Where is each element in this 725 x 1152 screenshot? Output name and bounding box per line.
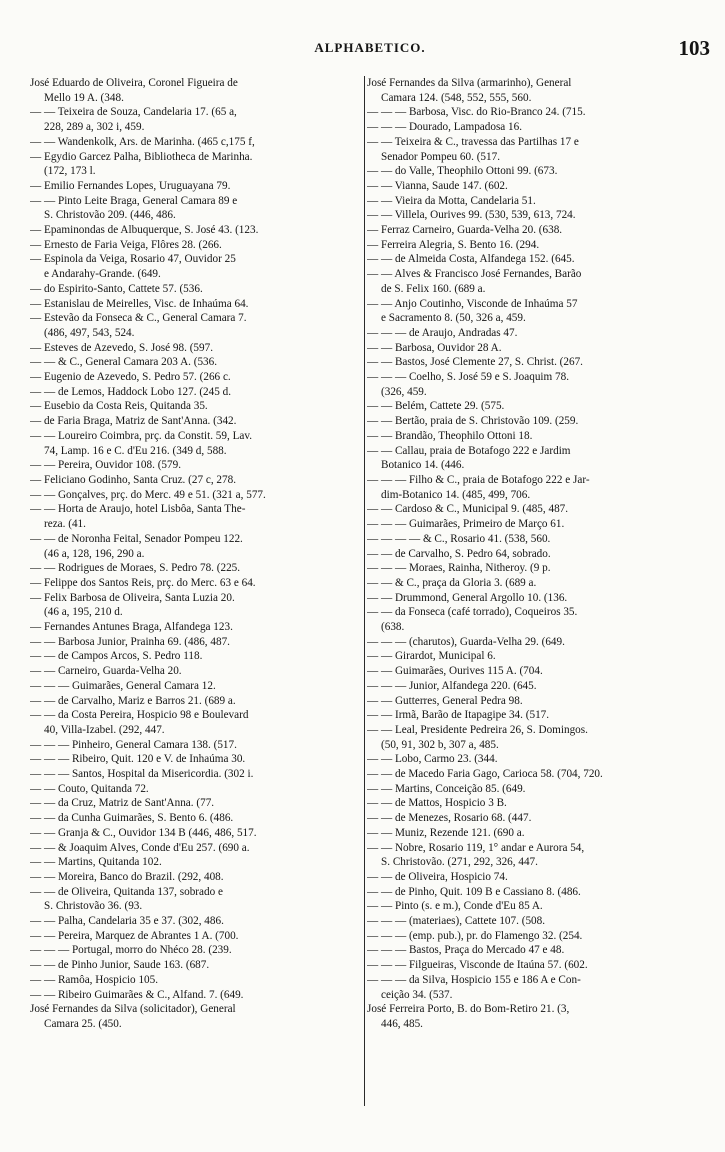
entry-continuation-line: (50, 91, 302 b, 307 a, 485. [381,738,499,751]
directory-entry [30,502,363,531]
entry-line: — — da Fonseca (café torrado), Coqueiros 35. [367,606,578,619]
entry-line: — Fernandes Antunes Braga, Alfandega 123. [30,621,233,634]
entry-line: — — Moreira, Banco do Brazil. (292, 408. [30,870,224,883]
directory-entry [30,105,363,134]
entry-line: — — Leal, Presidente Pedreira 26, S. Domingos. [367,723,588,736]
entry-line: — — de Menezes, Rosario 68. (447. [367,812,532,825]
directory-entry [30,679,363,694]
directory-entry [367,561,713,576]
entry-continuation-line: dim-Botanico 14. (485, 499, 706. [381,488,531,501]
entry-line: — — Girardot, Municipal 6. [367,650,496,663]
directory-entry [30,135,363,150]
entry-line: — — da Cunha Guimarães, S. Bento 6. (486. [30,812,234,825]
entry-line: — — de Oliveira, Hospicio 74. [367,870,508,883]
entry-continuation-line: reza. (41. [44,518,86,531]
entry-line: — Espinola da Veiga, Rosario 47, Ouvidor 25 [30,253,236,266]
directory-entry [367,885,713,900]
directory-entry [30,179,363,194]
directory-entry [30,194,363,223]
entry-line: — — Vieira da Motta, Candelaria 51. [367,194,536,207]
entry-continuation-line: de S. Felix 160. (689 a. [381,282,486,295]
directory-entry [30,752,363,767]
directory-entry [367,194,713,209]
entry-line: — — Bastos, José Clemente 27, S. Christ. (267. [367,356,583,369]
entry-line: — — Pereira, Marquez de Abrantes 1 A. (700. [30,929,239,942]
directory-entry [367,929,713,944]
entry-line: — — Pereira, Ouvidor 108. (579. [30,459,182,472]
directory-entry [367,223,713,238]
entry-line: — — Irmã, Barão de Itapagipe 34. (517. [367,709,550,722]
entry-continuation-line: Camara 25. (450. [44,1018,122,1030]
directory-entry [30,649,363,664]
column-divider [364,76,365,1106]
directory-entry [367,267,713,296]
entry-line: — — — Moraes, Rainha, Nitheroy. (9 p. [367,562,551,575]
entry-continuation-line: S. Christovão 209. (446, 486. [44,209,176,222]
entry-line: — — — Guimarães, General Camara 12. [30,679,216,692]
directory-entry [30,738,363,753]
entry-line: — — da Cruz, Matriz de Sant'Anna. (77. [30,797,215,810]
entry-line: — — Muniz, Rezende 121. (690 a. [367,826,525,839]
directory-entry [30,414,363,429]
directory-entry [367,664,713,679]
entry-line: — — Brandão, Theophilo Ottoni 18. [367,429,533,442]
directory-entry [30,988,363,1003]
entry-line: — — de Campos Arcos, S. Pedro 118. [30,650,203,663]
entry-line: — — — Bastos, Praça do Mercado 47 e 48. [367,944,565,957]
directory-entry [30,664,363,679]
directory-entry [30,591,363,620]
entry-line: — Estanislau de Meirelles, Visc. de Inhaúma 64. [30,297,249,310]
entry-line: — — de Carvalho, S. Pedro 64, sobrado. [367,547,551,560]
entry-line: — — & C., General Camara 203 A. (536. [30,356,218,369]
entry-line: — — Martins, Conceição 85. (649. [367,782,526,795]
entry-line: — — Martins, Quitanda 102. [30,856,162,869]
entry-line: — — — Portugal, morro do Nhéco 28. (239. [30,944,232,957]
directory-entry [367,164,713,179]
entry-line: — Egydio Garcez Palha, Bibliotheca de Marinha. [30,150,253,163]
entry-line: — Estevão da Fonseca & C., General Camara 7. [30,312,247,325]
directory-entry [367,767,713,782]
directory-entry [367,135,713,164]
directory-entry [367,473,713,502]
directory-entry [367,723,713,752]
entry-continuation-line: (486, 497, 543, 524. [44,326,135,339]
entry-line: — Ferreira Alegria, S. Bento 16. (294. [367,238,540,251]
entry-line: José Ferreira Porto, B. do Bom-Retiro 21. (3, [367,1003,570,1016]
entry-line: — — — Ribeiro, Quit. 120 e V. de Inhaúma 30. [30,753,246,766]
entry-line: — — Teixeira de Souza, Candelaria 17. (65 a, [30,106,237,119]
directory-entry [30,811,363,826]
directory-entry [367,502,713,517]
entry-line: — — Callau, praia de Botafogo 222 e Jardim [367,444,571,457]
entry-line: José Fernandes da Silva (solicitador), General [30,1003,236,1016]
entry-line: — — Ribeiro Guimarães & C., Alfand. 7. (649. [30,988,244,1001]
directory-entry [30,826,363,841]
entry-line: — — & C., praça da Gloria 3. (689 a. [367,576,537,589]
entry-line: — Felippe dos Santos Reis, prç. do Merc. 63 e 64. [30,576,256,589]
entry-continuation-line: S. Christovão. (271, 292, 326, 447. [381,856,538,869]
directory-entry [367,796,713,811]
entry-continuation-line: e Sacramento 8. (50, 326 a, 459. [381,312,526,325]
directory-entry [367,1002,713,1031]
entry-line: — — — Filgueiras, Visconde de Itaúna 57. (602. [367,959,588,972]
entry-line: — — Ramôa, Hospicio 105. [30,973,159,986]
directory-entry [367,252,713,267]
page-header [30,36,710,66]
directory-entry [30,885,363,914]
directory-entry [30,458,363,473]
entry-line: — — — Coelho, S. José 59 e S. Joaquim 78. [367,371,569,384]
entry-line: — — Rodrigues de Moraes, S. Pedro 78. (225. [30,562,241,575]
entry-line: — — do Valle, Theophilo Ottoni 99. (673. [367,165,558,178]
entry-line: — — — (emp. pub.), pr. do Flamengo 32. (254. [367,929,583,942]
directory-entry [30,1002,363,1031]
directory-entry [30,782,363,797]
directory-entry [30,796,363,811]
right-column [367,76,713,1032]
entry-continuation-line: 40, Villa-Izabel. (292, 447. [44,723,165,736]
entry-line: — — de Almeida Costa, Alfandega 152. (645. [367,253,575,266]
directory-entry [30,473,363,488]
directory-entry [367,429,713,444]
directory-entry [30,150,363,179]
entry-line: — — — (materiaes), Cattete 107. (508. [367,915,546,928]
directory-entry [367,635,713,650]
entry-continuation-line: 228, 289 a, 302 i, 459. [44,121,145,134]
directory-entry [30,341,363,356]
page-number: 103 [678,36,710,60]
entry-continuation-line: 74, Lamp. 16 e C. d'Eu 216. (349 d, 588. [44,444,227,457]
entry-line: — Emilio Fernandes Lopes, Uruguayana 79. [30,179,231,192]
entry-continuation-line: Botanico 14. (446. [381,459,465,472]
directory-entry [30,223,363,238]
entry-line: — — — Filho & C., praia de Botafogo 222 e Jar- [367,473,590,486]
entry-line: — — — Guimarães, Primeiro de Março 61. [367,518,565,531]
entry-line: — — — Barbosa, Visc. do Rio-Branco 24. (715. [367,106,586,119]
directory-entry [367,76,713,105]
directory-entry [30,370,363,385]
directory-entry [30,973,363,988]
directory-entry [367,826,713,841]
directory-entry [367,355,713,370]
directory-entry [30,399,363,414]
directory-entry [367,120,713,135]
entry-line: José Eduardo de Oliveira, Coronel Figueira de [30,77,238,89]
entry-line: — — Belém, Cattete 29. (575. [367,400,505,413]
directory-entry [367,297,713,326]
directory-entry [367,752,713,767]
entry-line: José Fernandes da Silva (armarinho), General [367,77,572,89]
entry-line: — — Drummond, General Argollo 10. (136. [367,591,568,604]
entry-line: — — Guimarães, Ourives 115 A. (704. [367,665,543,678]
directory-entry [367,782,713,797]
entry-line: — — de Pinho Junior, Saude 163. (687. [30,959,210,972]
left-column [30,76,363,1032]
directory-entry [30,355,363,370]
entry-line: — — — da Silva, Hospicio 155 e 186 A e Con- [367,973,581,986]
entry-line: — — Loureiro Coimbra, prç. da Constit. 59, Lav. [30,429,253,442]
entry-line: — — Teixeira & C., travessa das Partilhas 17 e [367,135,579,148]
entry-line: — — — de Araujo, Andradas 47. [367,326,518,339]
entry-line: — — de Mattos, Hospicio 3 B. [367,797,507,810]
directory-entry [30,385,363,400]
entry-line: — — Vianna, Saude 147. (602. [367,179,508,192]
entry-line: — — de Lemos, Haddock Lobo 127. (245 d. [30,385,232,398]
directory-entry [367,943,713,958]
entry-continuation-line: e Andarahy-Grande. (649. [44,268,161,281]
entry-continuation-line: S. Christovão 36. (93. [44,900,143,913]
directory-entry [367,708,713,723]
entry-line: — Ernesto de Faria Veiga, Flôres 28. (266. [30,238,222,251]
entry-line: — — de Macedo Faria Gago, Carioca 58. (704, 720. [367,768,603,781]
directory-entry [367,208,713,223]
entry-line: — — — Pinheiro, General Camara 138. (517. [30,738,237,751]
directory-entry [367,958,713,973]
directory-entry [367,547,713,562]
directory-entry [367,591,713,606]
directory-entry [30,767,363,782]
directory-entry [30,943,363,958]
entry-line: — — de Oliveira, Quitanda 137, sobrado e [30,885,223,898]
entry-line: — do Espirito-Santo, Cattete 57. (536. [30,282,203,295]
directory-entry [30,914,363,929]
entry-line: — — & Joaquim Alves, Conde d'Eu 257. (690 a. [30,841,250,854]
entry-line: — — Carneiro, Guarda-Velha 20. [30,665,182,678]
entry-line: — Feliciano Godinho, Santa Cruz. (27 c, 278. [30,473,237,486]
directory-entry [30,635,363,650]
directory-entry [367,679,713,694]
entry-continuation-line: (326, 459. [381,385,427,398]
entry-continuation-line: Mello 19 A. (348. [44,91,124,104]
directory-entry [30,855,363,870]
directory-entry [30,76,363,105]
directory-entry [30,297,363,312]
directory-entry [30,694,363,709]
entry-line: — — de Noronha Feital, Senador Pompeu 122. [30,532,243,545]
directory-entry [30,252,363,281]
entry-line: — — Wandenkolk, Ars. de Marinha. (465 c,175 f, [30,135,255,148]
entry-line: — — Barbosa Junior, Prainha 69. (486, 487. [30,635,230,648]
entry-line: — — Couto, Quitanda 72. [30,782,149,795]
directory-entry [367,444,713,473]
directory-entry [367,694,713,709]
entry-continuation-line: 446, 485. [381,1018,423,1030]
entry-line: — Felix Barbosa de Oliveira, Santa Luzia 20. [30,591,235,604]
entry-line: — — Barbosa, Ouvidor 28 A. [367,341,502,354]
entry-continuation-line: (46 a, 128, 196, 290 a. [44,547,145,560]
entry-line: — — Lobo, Carmo 23. (344. [367,753,498,766]
directory-entry [367,105,713,120]
entry-line: — — Villela, Ourives 99. (530, 539, 613, 724. [367,209,576,222]
entry-continuation-line: (638. [381,621,405,634]
entry-line: — — Anjo Coutinho, Visconde de Inhaúma 57 [367,297,578,310]
directory-entry [367,326,713,341]
directory-entry [30,561,363,576]
directory-entry [367,649,713,664]
directory-entry [367,841,713,870]
directory-entry [367,341,713,356]
directory-entry [30,532,363,561]
entry-line: — — — Dourado, Lampadosa 16. [367,121,523,134]
directory-entry [367,576,713,591]
entry-continuation-line: Camara 124. (548, 552, 555, 560. [381,91,532,104]
entry-line: — — de Pinho, Quit. 109 B e Cassiano 8. (486. [367,885,581,898]
entry-continuation-line: (46 a, 195, 210 d. [44,606,123,619]
directory-entry [30,841,363,856]
entry-line: — — Bertão, praia de S. Christovão 109. (259. [367,415,579,428]
directory-entry [30,870,363,885]
directory-entry [367,370,713,399]
entry-line: — — — — & C., Rosario 41. (538, 560. [367,532,551,545]
entry-continuation-line: Senador Pompeu 60. (517. [381,150,501,163]
entry-continuation-line: (172, 173 l. [44,165,96,178]
entry-line: — Eugenio de Azevedo, S. Pedro 57. (266 c. [30,371,231,384]
entry-line: — — Palha, Candelaria 35 e 37. (302, 486. [30,915,224,928]
entry-line: — — — Junior, Alfandega 220. (645. [367,679,537,692]
entry-line: — — de Carvalho, Mariz e Barros 21. (689 a. [30,694,236,707]
entry-line: — Ferraz Carneiro, Guarda-Velha 20. (638. [367,224,563,237]
entry-line: — Esteves de Azevedo, S. José 98. (597. [30,341,214,354]
entry-line: — Epaminondas de Albuquerque, S. José 43. (123. [30,224,259,237]
directory-entry [367,973,713,1002]
directory-entry [367,870,713,885]
entry-line: — — Pinto (s. e m.), Conde d'Eu 85 A. [367,900,543,913]
directory-entry [367,811,713,826]
entry-line: — — — Santos, Hospital da Misericordia. (302 i. [30,768,254,781]
entry-line: — — Horta de Araujo, hotel Lisbôa, Santa The- [30,503,246,516]
directory-entry [30,282,363,297]
directory-entry [30,620,363,635]
directory-entry [30,238,363,253]
entry-line: — — Alves & Francisco José Fernandes, Barão [367,268,582,281]
entry-continuation-line: ceição 34. (537. [381,988,453,1001]
directory-entry [30,311,363,340]
directory-entry [30,429,363,458]
directory-entry [367,517,713,532]
entry-line: — — Gutterres, General Pedra 98. [367,694,523,707]
directory-entry [367,914,713,929]
entry-line: — Eusebio da Costa Reis, Quitanda 35. [30,400,208,413]
entry-line: — — Granja & C., Ouvidor 134 B (446, 486, 517. [30,826,257,839]
entry-line: — — Nobre, Rosario 119, 1° andar e Aurora 54, [367,841,585,854]
entry-line: — de Faria Braga, Matriz de Sant'Anna. (342. [30,415,237,428]
directory-entry [367,605,713,634]
entry-line: — — Cardoso & C., Municipal 9. (485, 487. [367,503,569,516]
directory-entry [367,532,713,547]
directory-entry [367,399,713,414]
directory-entry [30,576,363,591]
directory-entry [367,179,713,194]
entry-line: — — — (charutos), Guarda-Velha 29. (649. [367,635,565,648]
directory-entry [30,488,363,503]
running-title: ALPHABETICO. [314,40,426,55]
directory-entry [30,929,363,944]
entry-line: — — Gonçalves, prç. do Merc. 49 e 51. (321 a, 577. [30,488,266,501]
directory-entry [367,238,713,253]
entry-line: — — Pinto Leite Braga, General Camara 89 e [30,194,238,207]
directory-entry [30,958,363,973]
directory-entry [367,899,713,914]
entry-line: — — da Costa Pereira, Hospicio 98 e Boulevard [30,709,249,722]
directory-entry [30,708,363,737]
directory-entry [367,414,713,429]
